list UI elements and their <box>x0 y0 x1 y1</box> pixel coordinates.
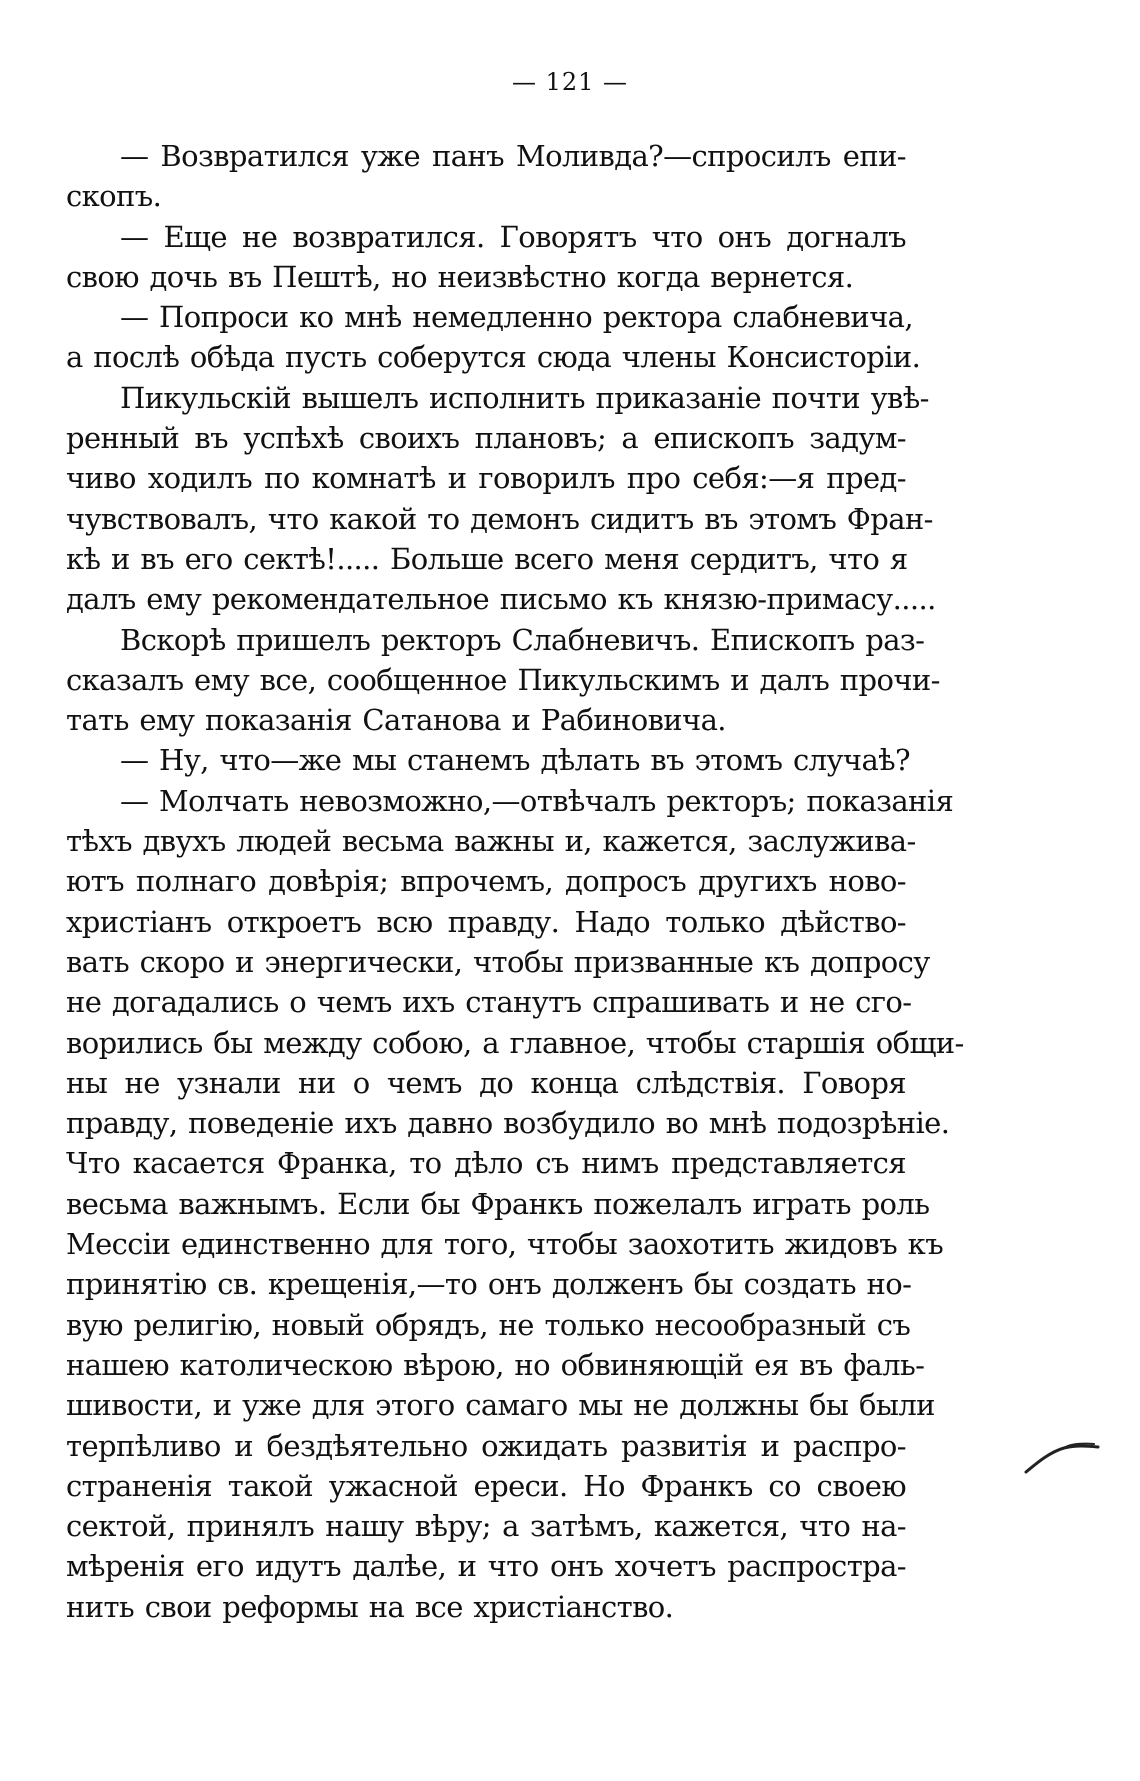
text-line: скопъ. <box>66 179 162 214</box>
text-line: нашею католическою вѣрою, но обвиняющій ея въ фаль- <box>66 1347 925 1382</box>
text-line: сказалъ ему все, сообщенное Пикульскимъ и далъ прочи- <box>66 662 940 697</box>
text-line: а послѣ обѣда пусть соберутся сюда члены Консисторіи. <box>66 340 921 375</box>
text-line: далъ ему рекомендательное письмо къ князю-примасу..... <box>66 582 936 617</box>
text-line: ренный въ успѣхѣ своихъ плановъ; а епископъ задум- <box>66 421 906 456</box>
text-line: чувствовалъ, что какой то демонъ сидитъ въ этомъ Фран- <box>66 501 933 536</box>
text-line: — Ну, что—же мы станемъ дѣлать въ этомъ случаѣ? <box>120 743 910 778</box>
text-line: Вскорѣ пришелъ ректоръ Слабневичъ. Епископъ раз- <box>120 622 925 657</box>
text-line: Что касается Франка, то дѣло съ нимъ представляется <box>66 1146 906 1181</box>
text-line: правду, поведеніе ихъ давно возбудило во мнѣ подозрѣніе. <box>66 1106 950 1141</box>
text-line: кѣ и въ его сектѣ!..... Больше всего меня сердитъ, что я <box>66 541 908 576</box>
text-line: не догадались о чемъ ихъ станутъ спрашивать и не сго- <box>66 985 912 1020</box>
body-text <box>66 136 964 1627</box>
text-line: нить свои реформы на все христіанство. <box>66 1589 674 1624</box>
text-line: ютъ полнаго довѣрія; впрочемъ, допросъ другихъ ново- <box>66 864 906 899</box>
text-line: ны не узнали ни о чемъ до конца слѣдствія. Говоря <box>66 1065 906 1100</box>
text-line: ворились бы между собою, а главное, чтобы старшія общи- <box>66 1025 964 1060</box>
text-line: — Молчать невозможно,—отвѣчалъ ректоръ; показанія <box>120 783 954 818</box>
text-line: — Возвратился уже панъ Моливда?—спросилъ епи- <box>120 139 906 173</box>
text-line: весьма важнымъ. Если бы Франкъ пожелалъ играть роль <box>66 1186 930 1221</box>
text-line: — Попроси ко мнѣ немедленно ректора слабневича, <box>120 300 913 335</box>
text-line: тать ему показанія Сатанова и Рабиновича. <box>66 703 726 738</box>
text-line: сектой, принялъ нашу вѣру; а затѣмъ, кажется, что на- <box>66 1509 906 1544</box>
ink-stroke-mark <box>1024 1432 1100 1476</box>
text-line: вать скоро и энергически, чтобы призванные къ допросу <box>66 944 930 979</box>
text-line: вую религію, новый обрядъ, не только несообразный съ <box>66 1307 911 1342</box>
text-line: — Еще не возвратился. Говорятъ что онъ догналъ <box>120 219 906 254</box>
text-line: терпѣливо и бездѣятельно ожидать развитія и распро- <box>66 1428 906 1463</box>
text-line: Пикульскій вышелъ исполнить приказаніе почти увѣ- <box>120 380 929 415</box>
text-line: страненія такой ужасной ереси. Но Франкъ со своею <box>66 1468 906 1503</box>
text-line: мѣренія его идутъ далѣе, и что онъ хочетъ распростра- <box>66 1549 906 1584</box>
text-line: свою дочь въ Пештѣ, но неизвѣстно когда вернется. <box>66 259 854 294</box>
text-line: чиво ходилъ по комнатѣ и говорилъ про себя:—я пред- <box>66 461 906 496</box>
text-line: христіанъ откроетъ всю правду. Надо только дѣйство- <box>66 904 906 939</box>
text-line: Мессіи единственно для того, чтобы заохотить жидовъ къ <box>66 1227 944 1262</box>
text-line: шивости, и уже для этого самаго мы не должны бы были <box>66 1388 935 1423</box>
text-line: принятію св. крещенія,—то онъ долженъ бы создать но- <box>66 1267 912 1302</box>
page-number: — 121 — <box>511 68 629 96</box>
text-line: тѣхъ двухъ людей весьма важны и, кажется, заслужива- <box>66 824 916 859</box>
